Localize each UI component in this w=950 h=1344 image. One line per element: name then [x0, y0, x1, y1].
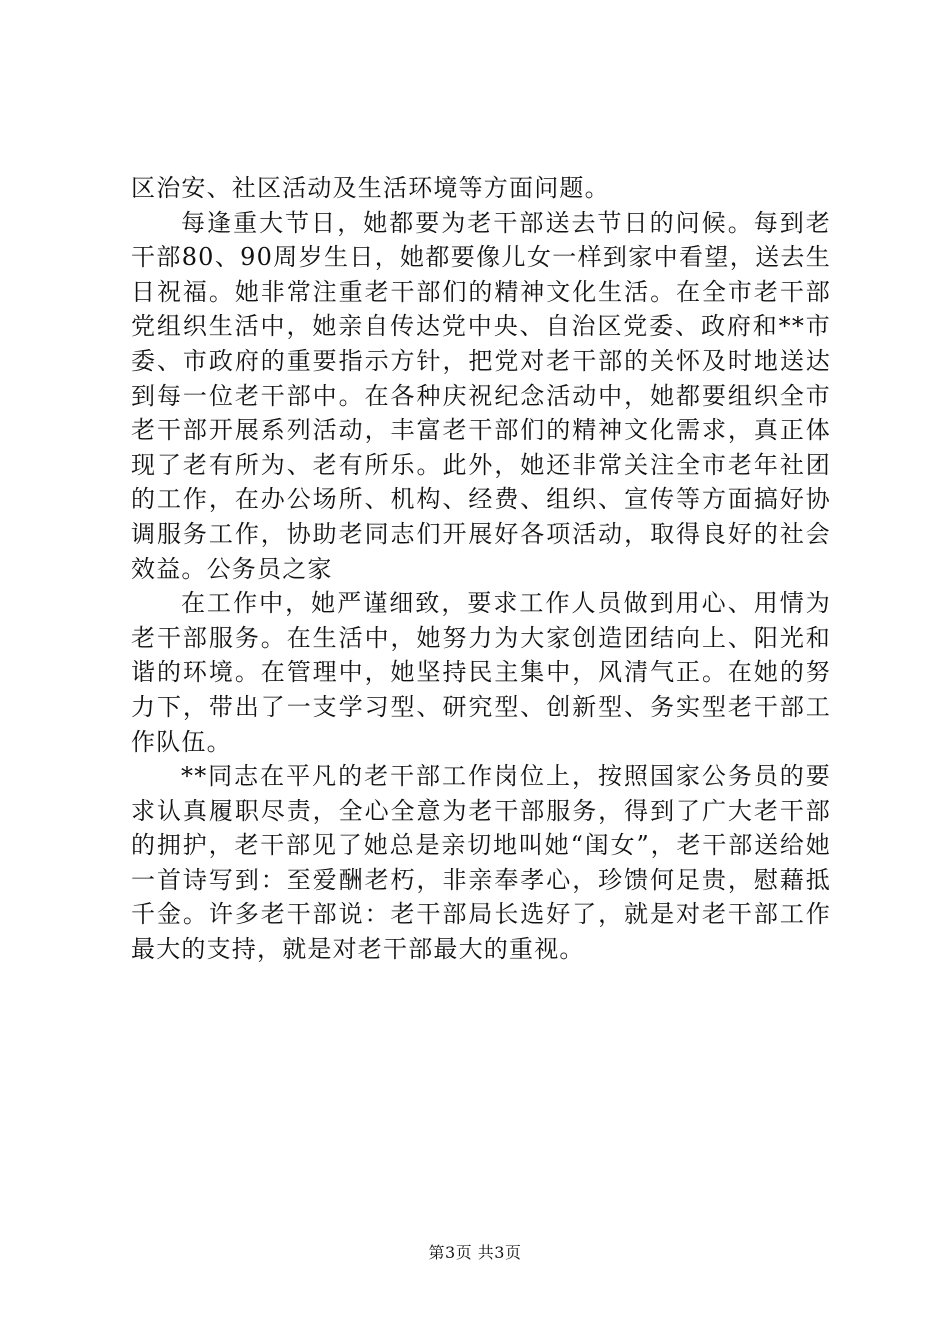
paragraph-continuation: 区治安、社区活动及生活环境等方面问题。 — [131, 174, 610, 202]
paragraph-summary: **同志在平凡的老干部工作岗位上，按照国家公务员的要求认真履职尽责，全心全意为老干部服务，得到了广大老干部的拥护，老干部见了她总是亲切地叫她“闺女”，老干部送给她一首诗写到：至爱酬老朽，非亲奉孝心，珍馈何足贵，慰藉抵千金。许多老干部说：老干部局长选好了，就是对老干部工作最大的支持，就是对老干部最大的重视。 — [131, 762, 831, 964]
document-body — [131, 171, 831, 967]
paragraph-work-style: 在工作中，她严谨细致，要求工作人员做到用心、用情为老干部服务。在生活中，她努力为大家创造团结向上、阳光和谐的环境。在管理中，她坚持民主集中，风清气正。在她的努力下，带出了一支学习型、研究型、创新型、务实型老干部工作队伍。 — [131, 589, 831, 756]
paragraph-holiday-care: 每逢重大节日，她都要为老干部送去节日的问候。每到老干部80、90周岁生日，她都要像儿女一样到家中看望，送去生日祝福。她非常注重老干部们的精神文化生活。在全市老干部党组织生活中，她亲自传达党中央、自治区党委、政府和**市委、市政府的重要指示方针，把党对老干部的关怀及时地送达到每一位老干部中。在各种庆祝纪念活动中，她都要组织全市老干部开展系列活动，丰富老干部们的精神文化需求，真正体现了老有所为、老有所乐。此外，她还非常关注全市老年社团的工作，在办公场所、机构、经费、组织、宣传等方面搞好协调服务工作，协助老同志们开展好各项活动，取得良好的社会效益。公务员之家 — [131, 208, 831, 583]
page-number-footer: 第3页 共3页 — [428, 1243, 522, 1262]
